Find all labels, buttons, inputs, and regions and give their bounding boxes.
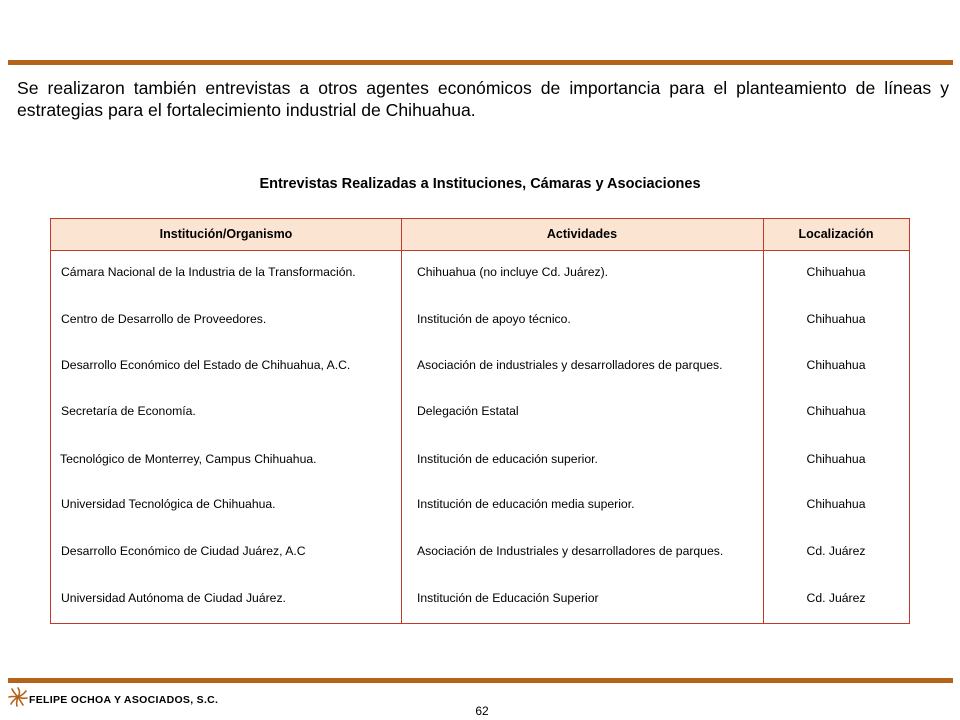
interviews-table <box>50 218 910 624</box>
cell-activity: Chihuahua (no incluye Cd. Juárez). <box>417 265 609 279</box>
cell-activity: Institución de Educación Superior <box>417 591 599 605</box>
cell-activity: Institución de educación superior. <box>417 452 598 466</box>
cell-location: Chihuahua <box>806 358 866 372</box>
page-number: 62 <box>475 704 489 718</box>
cell-activity: Institución de apoyo técnico. <box>417 312 571 326</box>
table-row <box>51 541 909 561</box>
cell-location: Cd. Juárez <box>806 544 866 558</box>
table-row <box>51 401 909 421</box>
cell-institution: Universidad Autónoma de Ciudad Juárez. <box>61 591 286 605</box>
cell-institution: Desarrollo Económico de Ciudad Juárez, A.C <box>61 544 306 558</box>
cell-institution: Cámara Nacional de la Industria de la Transformación. <box>61 265 356 279</box>
cell-institution: Universidad Tecnológica de Chihuahua. <box>61 497 276 511</box>
cell-location: Cd. Juárez <box>806 591 866 605</box>
table-row <box>51 449 909 469</box>
cell-activity: Asociación de Industriales y desarrolladores de parques. <box>417 544 724 558</box>
cell-institution: Secretaría de Economía. <box>61 404 196 418</box>
cell-activity: Asociación de industriales y desarrolladores de parques. <box>417 358 723 372</box>
table-row <box>51 588 909 608</box>
bottom-divider <box>8 678 953 683</box>
header-activities: Actividades <box>546 227 618 241</box>
table-header <box>51 219 909 251</box>
header-location: Localización <box>798 227 874 241</box>
cell-location: Chihuahua <box>806 404 866 418</box>
cell-institution: Centro de Desarrollo de Proveedores. <box>61 312 267 326</box>
cell-location: Chihuahua <box>806 265 866 279</box>
cell-location: Chihuahua <box>806 312 866 326</box>
company-name: FELIPE OCHOA Y ASOCIADOS, S.C. <box>29 694 219 706</box>
table-row <box>51 355 909 375</box>
table-title: Entrevistas Realizadas a Instituciones, Cámaras y Asociaciones <box>259 176 701 192</box>
top-divider <box>8 60 953 65</box>
cell-location: Chihuahua <box>806 452 866 466</box>
cell-institution: Desarrollo Económico del Estado de Chihuahua, A.C. <box>61 358 351 372</box>
table-row <box>51 494 909 514</box>
table-row <box>51 309 909 329</box>
table-row <box>51 262 909 282</box>
intro-paragraph: Se realizaron también entrevistas a otros agentes económicos de importancia para el planteamiento de líneas y estrategias para el fortalecimiento industrial de Chihuahua. <box>17 78 949 120</box>
sunburst-logo-icon <box>8 687 28 707</box>
cell-institution: Tecnológico de Monterrey, Campus Chihuahua. <box>60 452 317 466</box>
header-institution: Institución/Organismo <box>159 227 293 241</box>
cell-location: Chihuahua <box>806 497 866 511</box>
cell-activity: Delegación Estatal <box>417 404 519 418</box>
cell-activity: Institución de educación media superior. <box>417 497 635 511</box>
